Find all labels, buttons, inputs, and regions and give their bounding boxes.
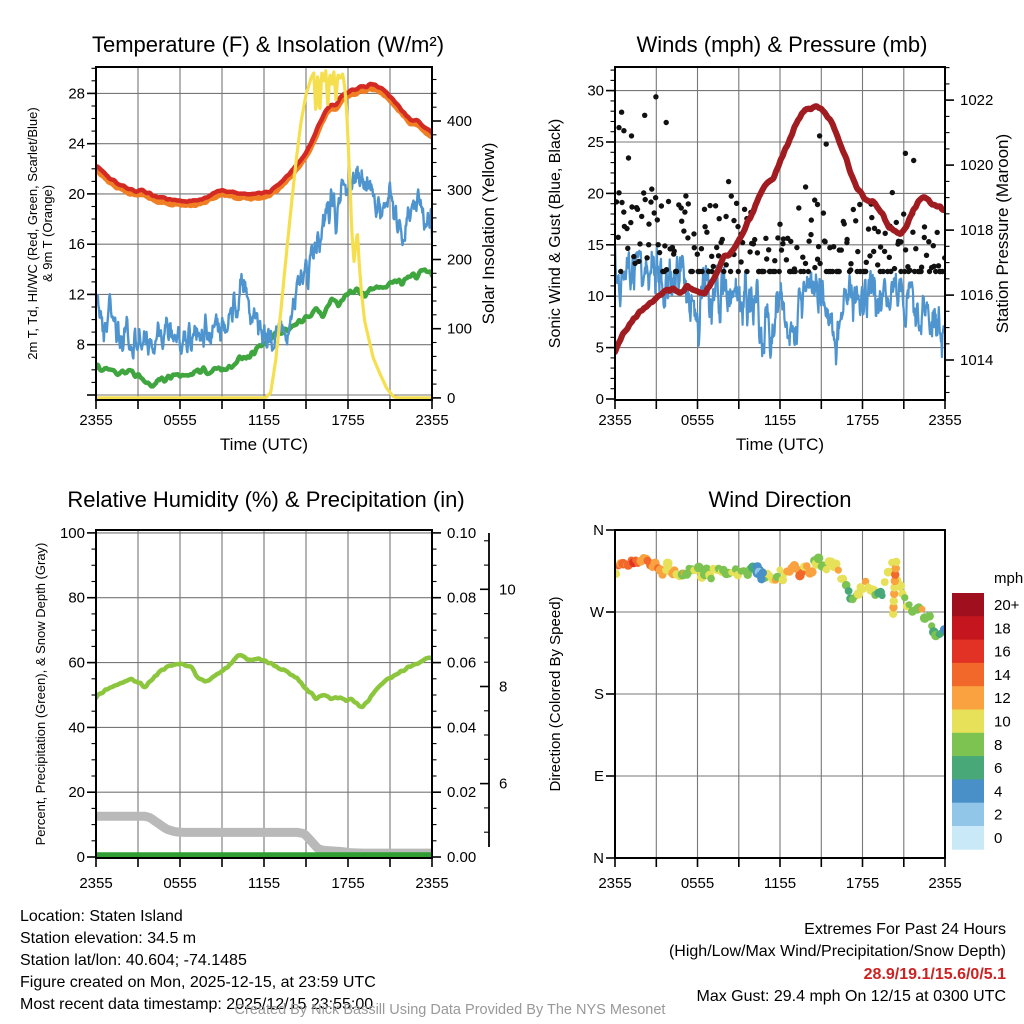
y-tick-label: 1014 <box>960 352 994 369</box>
x-tick-label: 1755 <box>845 412 880 429</box>
speed-legend <box>952 570 1023 850</box>
y-tick-label: 5 <box>595 339 604 357</box>
legend-label: 18 <box>994 620 1011 638</box>
x-tick-label: 1755 <box>331 875 365 892</box>
y-tick-label: 10 <box>587 288 604 306</box>
chart-title: Relative Humidity (%) & Precipitation (in) <box>67 487 465 512</box>
chart-humidity-precipitation <box>0 470 540 940</box>
y-tick-label: 24 <box>68 135 85 153</box>
legend-label: 6 <box>994 760 1003 778</box>
y-axis-label-right: Station Pressure (Maroon) <box>993 133 1012 334</box>
y-tick-label: 0.06 <box>447 654 477 672</box>
y-tick-label: 0 <box>76 849 85 866</box>
y-tick-label: 0 <box>447 389 456 407</box>
y-tick-label: N <box>593 850 604 867</box>
station-info <box>20 906 376 1016</box>
y-tick-label: 1020 <box>960 157 994 175</box>
y-tick-label: 25 <box>587 134 604 151</box>
gridlines <box>96 530 432 858</box>
gridlines <box>96 67 432 400</box>
y-tick-label: S <box>593 686 604 703</box>
y-tick-label: 15 <box>587 236 604 254</box>
legend-swatch <box>952 686 984 710</box>
x-tick-label: 2355 <box>79 412 113 429</box>
x-tick-label: 2355 <box>415 412 449 429</box>
y-tick-label: 1018 <box>960 222 994 240</box>
y-axis-label-right: Solar Insolation (Yellow) <box>479 142 498 325</box>
legend-swatch <box>952 779 984 803</box>
y-axis-label-left: Percent, Precipitation (Green), & Snow Depth (Gray) <box>33 542 48 846</box>
y-tick-label: 8 <box>76 336 85 354</box>
y-axis-label-left: 2m T, Td, HI/WC (Red, Green, Scarlet/Blue) <box>25 107 40 360</box>
station-latlon: Station lat/lon: 40.604; -74.1485 <box>20 952 247 969</box>
series-wind-gusts <box>614 94 948 274</box>
x-tick-label: 1155 <box>247 875 281 892</box>
legend-label: 12 <box>994 690 1011 708</box>
y-tick-label: 80 <box>68 589 85 607</box>
legend-label: 14 <box>994 666 1011 684</box>
y-tick-label: 1016 <box>960 287 994 305</box>
legend-label: 10 <box>994 713 1011 731</box>
y-tick-label: 400 <box>447 113 473 130</box>
x-tick-label: 0555 <box>680 412 715 429</box>
y-tick-label: 0.00 <box>447 849 477 866</box>
max-gust: Max Gust: 29.4 mph On 12/15 at 0300 UTC <box>696 988 1006 1006</box>
x-tick-label: 2355 <box>928 412 962 429</box>
x-tick-label: 0555 <box>680 875 715 892</box>
y-tick-label: 20 <box>68 185 85 203</box>
x-tick-label: 1755 <box>845 875 880 892</box>
y-tick-label: N <box>593 522 604 539</box>
recent-data-timestamp: Most recent data timestamp: 2025/12/15 23:55:00 <box>20 996 374 1013</box>
legend-swatch <box>952 710 984 734</box>
legend-title: mph <box>994 570 1024 587</box>
extremes-values: 28.9/19.1/15.6/0/5.1 <box>863 965 1006 983</box>
legend-label: 8 <box>994 736 1003 754</box>
snow-tick-label: 10 <box>499 581 516 599</box>
y-axis-label-left: Direction (Colored By Speed) <box>547 596 564 792</box>
y-tick-label: 0 <box>595 391 604 408</box>
x-tick-label: 2355 <box>598 412 632 429</box>
x-tick-label: 1155 <box>763 875 797 892</box>
y-tick-label: 0.10 <box>447 524 477 542</box>
y-tick-label: E <box>593 768 604 785</box>
credit-line: Created By Nick Bassill Using Data Provided By The NYS Mesonet <box>234 1002 666 1018</box>
chart-title: Winds (mph) & Pressure (mb) <box>636 32 928 57</box>
snow-tick-label: 6 <box>499 775 508 793</box>
extremes-title: Extremes For Past 24 Hours <box>804 921 1006 938</box>
y-tick-label: 0.02 <box>447 784 477 802</box>
y-tick-label: 20 <box>68 784 85 802</box>
x-tick-label: 2355 <box>79 875 113 892</box>
figure-created-timestamp: Figure created on Mon, 2025-12-15, at 23:59 UTC <box>20 974 376 991</box>
chart-temperature-insolation <box>0 0 512 470</box>
y-tick-label: 200 <box>447 251 473 269</box>
x-axis-label: Time (UTC) <box>219 435 309 454</box>
y-tick-label: 12 <box>68 286 85 304</box>
legend-label: 2 <box>994 806 1003 824</box>
chart-title: Temperature (F) & Insolation (W/m²) <box>91 32 445 57</box>
x-tick-label: 1155 <box>763 412 797 429</box>
legend-label: 4 <box>994 783 1003 801</box>
legend-swatch <box>952 826 984 850</box>
axis-labels <box>60 525 516 892</box>
y-tick-label: 1022 <box>960 92 994 110</box>
legend-swatch <box>952 593 984 617</box>
y-tick-label: 30 <box>587 82 604 100</box>
extremes-subtitle: (High/Low/Max Wind/Precipitation/Snow Depth) <box>668 943 1006 961</box>
y-axis-label-left: & 9m T (Orange) <box>40 184 55 283</box>
x-tick-label: 2355 <box>598 875 632 892</box>
legend-label: 0 <box>994 830 1003 847</box>
chart-winds-pressure <box>512 0 1024 470</box>
x-tick-label: 1755 <box>331 412 365 429</box>
legend-swatch <box>952 663 984 687</box>
y-tick-label: 100 <box>447 320 473 338</box>
x-tick-label: 0555 <box>163 412 197 429</box>
station-elevation: Station elevation: 34.5 m <box>20 930 197 947</box>
chart-title: Wind Direction <box>708 487 852 512</box>
y-tick-label: 0.08 <box>447 589 477 607</box>
legend-label: 16 <box>994 643 1011 661</box>
x-tick-label: 2355 <box>415 875 449 892</box>
y-tick-label: 60 <box>68 654 85 672</box>
snow-tick-label: 8 <box>499 678 508 696</box>
y-tick-label: 28 <box>68 85 85 103</box>
y-tick-label: 20 <box>587 185 604 203</box>
x-tick-label: 0555 <box>163 875 197 892</box>
legend-label: 20+ <box>994 597 1020 614</box>
station-location: Location: Staten Island <box>20 908 183 925</box>
x-axis-label: Time (UTC) <box>735 435 825 454</box>
series-group <box>614 94 948 364</box>
y-tick-label: W <box>589 604 604 621</box>
y-tick-label: 100 <box>59 524 85 542</box>
legend-swatch <box>952 640 984 664</box>
legend-swatch <box>952 733 984 757</box>
x-tick-label: 1155 <box>247 412 281 429</box>
y-tick-label: 16 <box>68 236 85 254</box>
y-tick-label: 0.04 <box>447 719 477 737</box>
legend-swatch <box>952 756 984 780</box>
legend-swatch <box>952 616 984 640</box>
y-tick-label: 40 <box>68 719 85 737</box>
extremes-info <box>669 919 1006 1009</box>
chart-wind-direction <box>512 470 1024 940</box>
y-tick-label: 300 <box>447 182 473 200</box>
x-tick-label: 2355 <box>928 875 962 892</box>
y-axis-label-left: Sonic Wind & Gust (Blue, Black) <box>547 118 564 349</box>
axis-labels <box>68 85 472 429</box>
legend-swatch <box>952 803 984 827</box>
